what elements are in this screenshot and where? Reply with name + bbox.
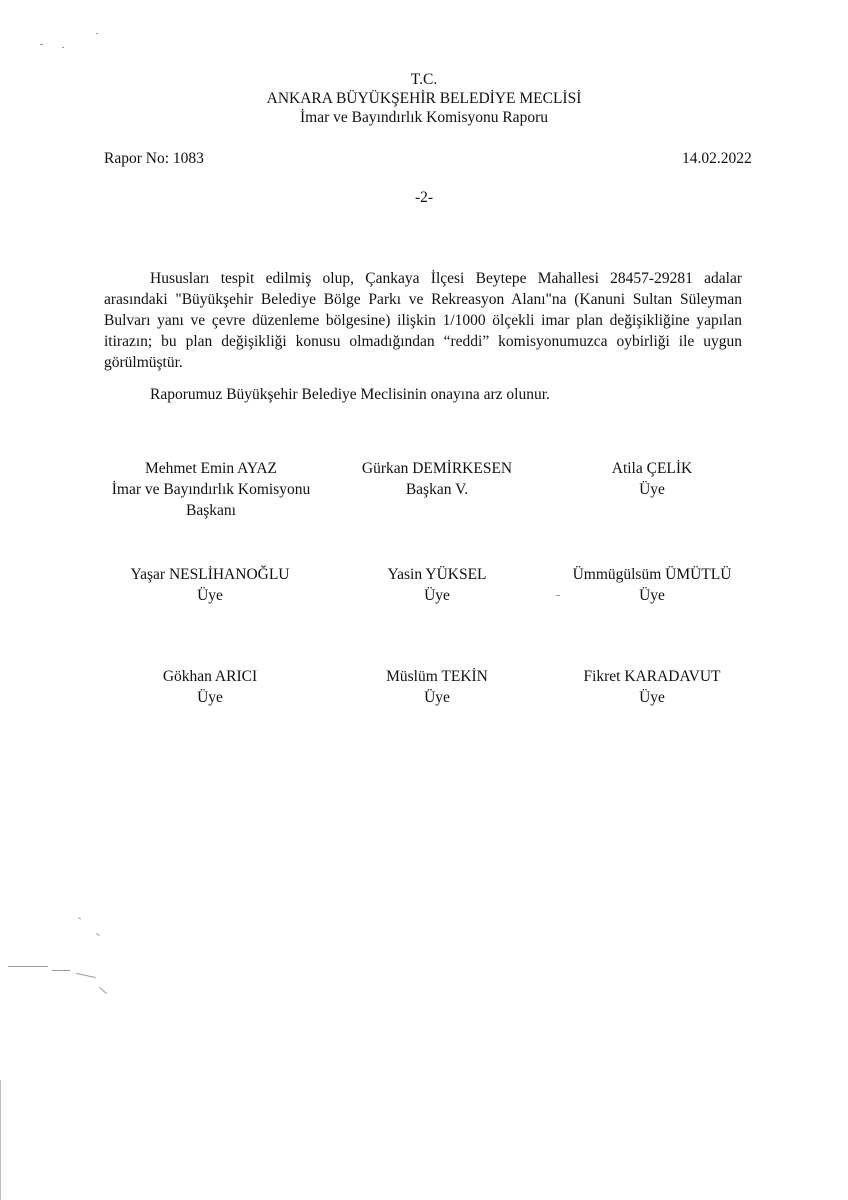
signatory-name: Atila ÇELİK <box>611 460 693 477</box>
report-date: 14.02.2022 <box>682 150 752 167</box>
signatory-name: Ümmügülsüm ÜMÜTLÜ <box>572 566 732 583</box>
document-header <box>0 70 848 127</box>
scan-speck <box>99 987 107 994</box>
report-number: Rapor No: 1083 <box>104 150 204 167</box>
signatory-role: Üye <box>639 481 665 498</box>
signatory-block <box>532 458 772 500</box>
scan-speck <box>96 933 100 936</box>
signatory-role: Üye <box>197 587 223 604</box>
scan-speck <box>8 966 48 967</box>
scan-edge <box>0 1080 1 1200</box>
signatory-block <box>317 458 557 500</box>
signatory-block <box>532 564 772 606</box>
signatory-block <box>317 564 557 606</box>
header-tc: T.C. <box>410 71 438 88</box>
signatory-role: Başkanı <box>186 502 236 519</box>
header-commission: İmar ve Bayındırlık Komisyonu Raporu <box>300 109 548 126</box>
signatory-block <box>91 458 331 521</box>
signatory-role: Üye <box>197 689 223 706</box>
signatory-block <box>90 564 330 606</box>
signatory-block <box>532 666 772 708</box>
signatory-name: Yaşar NESLİHANOĞLU <box>130 566 290 583</box>
signatory-name: Gürkan DEMİRKESEN <box>361 460 513 477</box>
signatory-name: Müslüm TEKİN <box>386 668 488 685</box>
signatory-name: Gökhan ARICI <box>162 668 258 685</box>
scan-speck <box>52 970 70 971</box>
signatory-role: İmar ve Bayındırlık Komisyonu <box>111 481 311 498</box>
signatory-name: Fikret KARADAVUT <box>583 668 721 685</box>
signatory-role: Üye <box>639 689 665 706</box>
report-paragraph: Hususları tespit edilmiş olup, Çankaya İlçesi Beytepe Mahallesi 28457-29281 adalar arasındaki "Büyükşehir Belediye Bölge Parkı ve Rekreasyon Alanı"na (Kanuni Sultan Süleyman Bulvarı yanı ve çevre düzenleme bölgesine) ilişkin 1/1000 ölçekli imar plan değişikliğine yapılan itirazın; bu plan değişikliği konusu olmadığından “reddi” komisyonumuzca oybirliği ile uygun görülmüştür. <box>104 270 742 371</box>
signatory-role: Üye <box>424 689 450 706</box>
header-institution: ANKARA BÜYÜKŞEHİR BELEDİYE MECLİSİ <box>266 90 582 107</box>
scan-speck <box>96 33 98 34</box>
signatory-block <box>90 666 330 708</box>
scan-speck <box>76 973 96 978</box>
scan-speck <box>40 44 43 45</box>
scan-speck <box>62 47 64 48</box>
signatory-name: Yasin YÜKSEL <box>387 566 487 583</box>
signatory-block <box>317 666 557 708</box>
signatory-role: Başkan V. <box>405 481 469 498</box>
page-number: -2- <box>414 189 434 206</box>
closing-sentence: Raporumuz Büyükşehir Belediye Meclisinin onayına arz olunur. <box>150 386 550 403</box>
signatory-name: Mehmet Emin AYAZ <box>144 460 278 477</box>
scan-speck <box>78 917 81 919</box>
signatory-role: Üye <box>639 587 665 604</box>
signatory-role: Üye <box>424 587 450 604</box>
